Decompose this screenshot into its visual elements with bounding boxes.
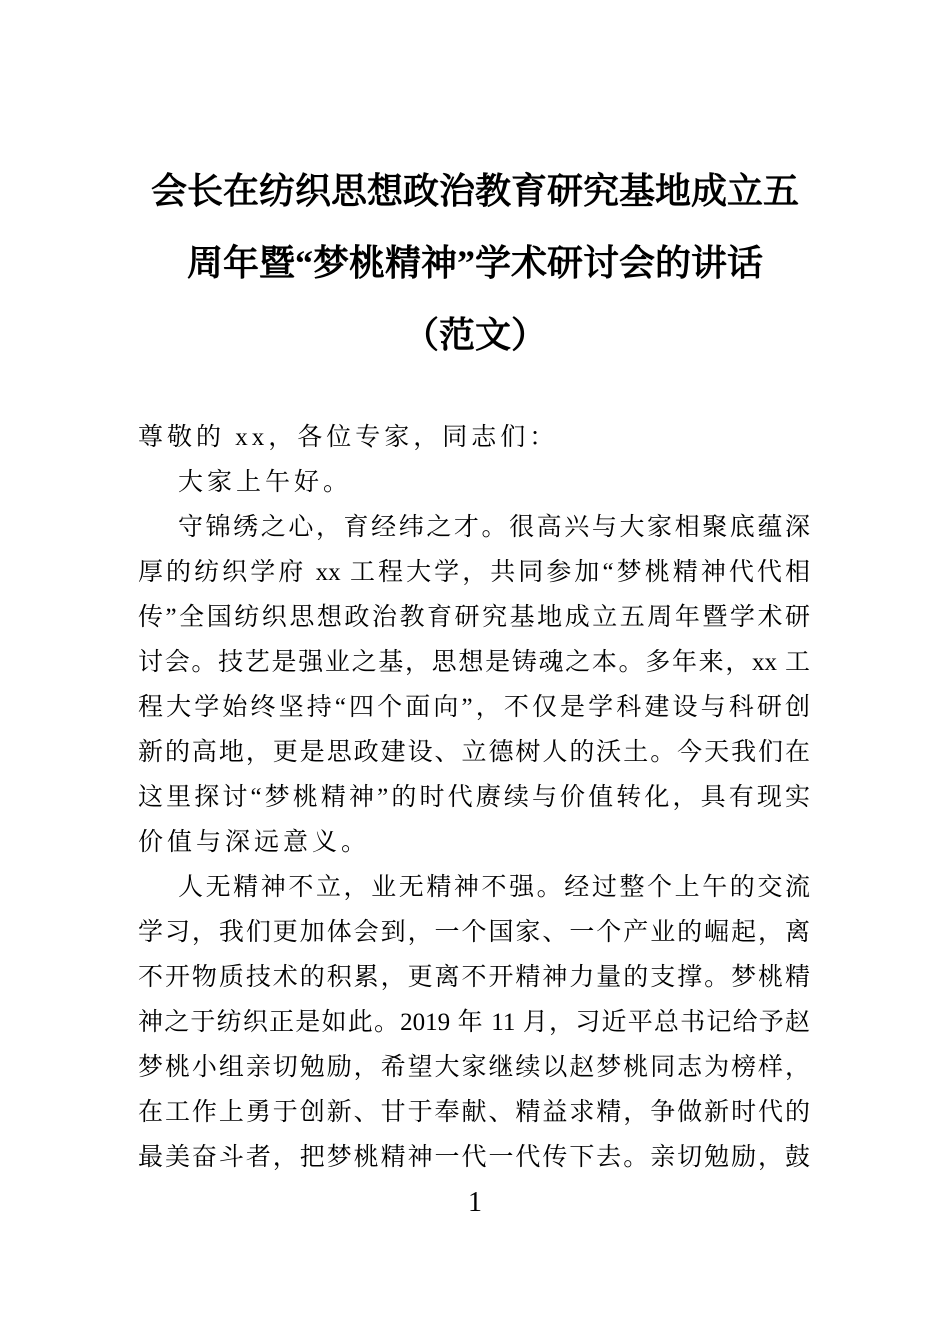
- body-line: 讨会。技艺是强业之基，思想是铸魂之本。多年来，xx 工: [138, 649, 810, 676]
- body-line: 尊敬的 xx，各位专家，同志们：: [138, 424, 559, 451]
- body-line: 这里探讨“梦桃精神”的时代赓续与价值转化，具有现实: [138, 784, 810, 811]
- body-line: 新的高地，更是思政建设、立德树人的沃土。今天我们在: [138, 739, 810, 766]
- body-line: 神之于纺织正是如此。2019 年 11 月，习近平总书记给予赵: [138, 1009, 810, 1036]
- body-line: 厚的纺织学府 xx 工程大学，共同参加“梦桃精神代代相: [138, 559, 810, 586]
- body-line: 学习，我们更加体会到，一个国家、一个产业的崛起，离: [138, 919, 810, 946]
- body-line: 大家上午好。: [178, 469, 353, 496]
- body-line: 在工作上勇于创新、甘于奉献、精益求精，争做新时代的: [138, 1099, 810, 1126]
- body-line: 最美奋斗者，把梦桃精神一代一代传下去。亲切勉励，鼓: [138, 1144, 810, 1171]
- body-line: 守锦绣之心，育经纬之才。很高兴与大家相聚底蕴深: [178, 514, 810, 541]
- title-line: 周年暨“梦桃精神”学术研讨会的讲话: [186, 243, 763, 283]
- title-line: 会长在纺织思想政治教育研究基地成立五: [150, 171, 799, 211]
- body-line: 不开物质技术的积累，更离不开精神力量的支撑。梦桃精: [138, 964, 810, 991]
- document-body: [138, 415, 810, 1180]
- body-line: 价值与深远意义。: [138, 829, 371, 856]
- body-line: 人无精神不立，业无精神不强。经过整个上午的交流: [178, 874, 810, 901]
- body-line: 传”全国纺织思想政治教育研究基地成立五周年暨学术研: [138, 604, 810, 631]
- document-title: [0, 155, 950, 371]
- page-number: 1: [468, 1187, 482, 1218]
- body-line: 梦桃小组亲切勉励，希望大家继续以赵梦桃同志为榜样，: [138, 1054, 810, 1081]
- body-line: 程大学始终坚持“四个面向”，不仅是学科建设与科研创: [138, 694, 810, 721]
- title-line: （范文）: [402, 315, 547, 355]
